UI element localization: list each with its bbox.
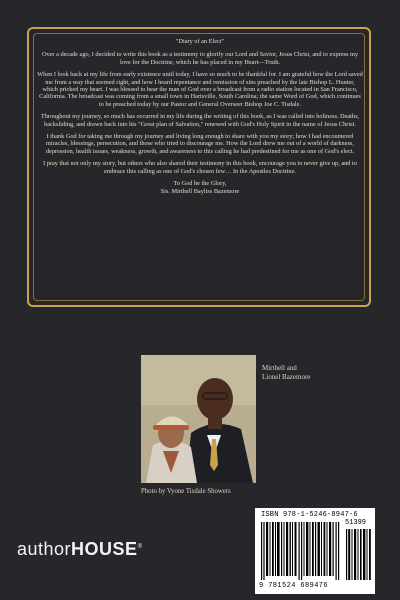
photo-credit: Photo by Vyone Tisdale Showers — [141, 488, 231, 495]
blurb-signature: Sis. Mirthell Bayliss Bazemore — [160, 187, 240, 195]
addon-barcode-bars — [346, 529, 372, 580]
back-cover-blurb — [37, 38, 363, 195]
photo-caption-line-1: Mirthell and — [262, 364, 297, 372]
blurb-paragraph-3: Throughout my journey, so much has occurred in my life during the writing of this book, as I was called into holiness. Deaths, backsliding, and drawn back into his "Great plan of Salvation," renewed with God's Holy Spirit in the name of Jesus Christ. — [40, 113, 360, 128]
blurb-closing: To God be the Glory, — [173, 180, 227, 188]
logo-word-house: HOUSE — [71, 539, 138, 559]
ean-number: 9 781524 689476 — [259, 582, 329, 590]
isbn-barcode — [255, 508, 375, 594]
blurb-paragraph-5: I pray that not only my story, but others who also shared their testimony in this book, encourage you to never give up, and to embrace this calling as one of God's chosen few… In the Apostles Doctrine. — [43, 160, 357, 175]
blurb-paragraph-1: Over a decade ago, I decided to write this book as a testimony to glorify our Lord and Savior, Jesus Christ, and to express my love for the Doctrine, which he has placed in my Heart—Truth. — [41, 51, 359, 66]
blurb-paragraph-2: When I look back at my life from early existence until today, I have so much to be thankful for. I am grateful how the Lord saved me from a way that seemed right, and how I heard repentance and remission of sins preached by the late Bishop L. Hunter, which pricked my heart. I was blessed to hear the man of God over a broadcast from a radio station located in San Francisco, California. The broadcast was coming from a small town in Hartsville, South Carolina; the same Word of God, which continues to be preached today by our Pastor and General Overseer Bishop Joe C. Tisdale. — [37, 71, 363, 108]
blurb-paragraph-4: I thank God for taking me through my journey and living long enough to share with you my story; how I had encountered miracles, blessings, persecution, and those who tried to discourage me. How the Lord drew me out of a world of darkness, depression, health issues, weakness, growth, and awareness to this calling he had predestined for me as one of God's elect. — [45, 133, 355, 155]
authorhouse-logo — [17, 539, 142, 560]
blurb-title: "Diary of an Elect" — [175, 38, 225, 45]
barcode-bars — [261, 522, 341, 580]
author-photo — [141, 355, 256, 483]
photo-caption — [262, 364, 342, 381]
logo-word-author: author — [17, 539, 72, 559]
author-photo-illustration — [141, 355, 256, 483]
addon-number: 51399 — [345, 519, 367, 527]
photo-caption-line-2: Lionel Bazemore — [262, 372, 311, 381]
isbn-text: ISBN 978-1-5246-8947-6 — [261, 511, 358, 519]
registered-mark: ® — [137, 544, 143, 550]
